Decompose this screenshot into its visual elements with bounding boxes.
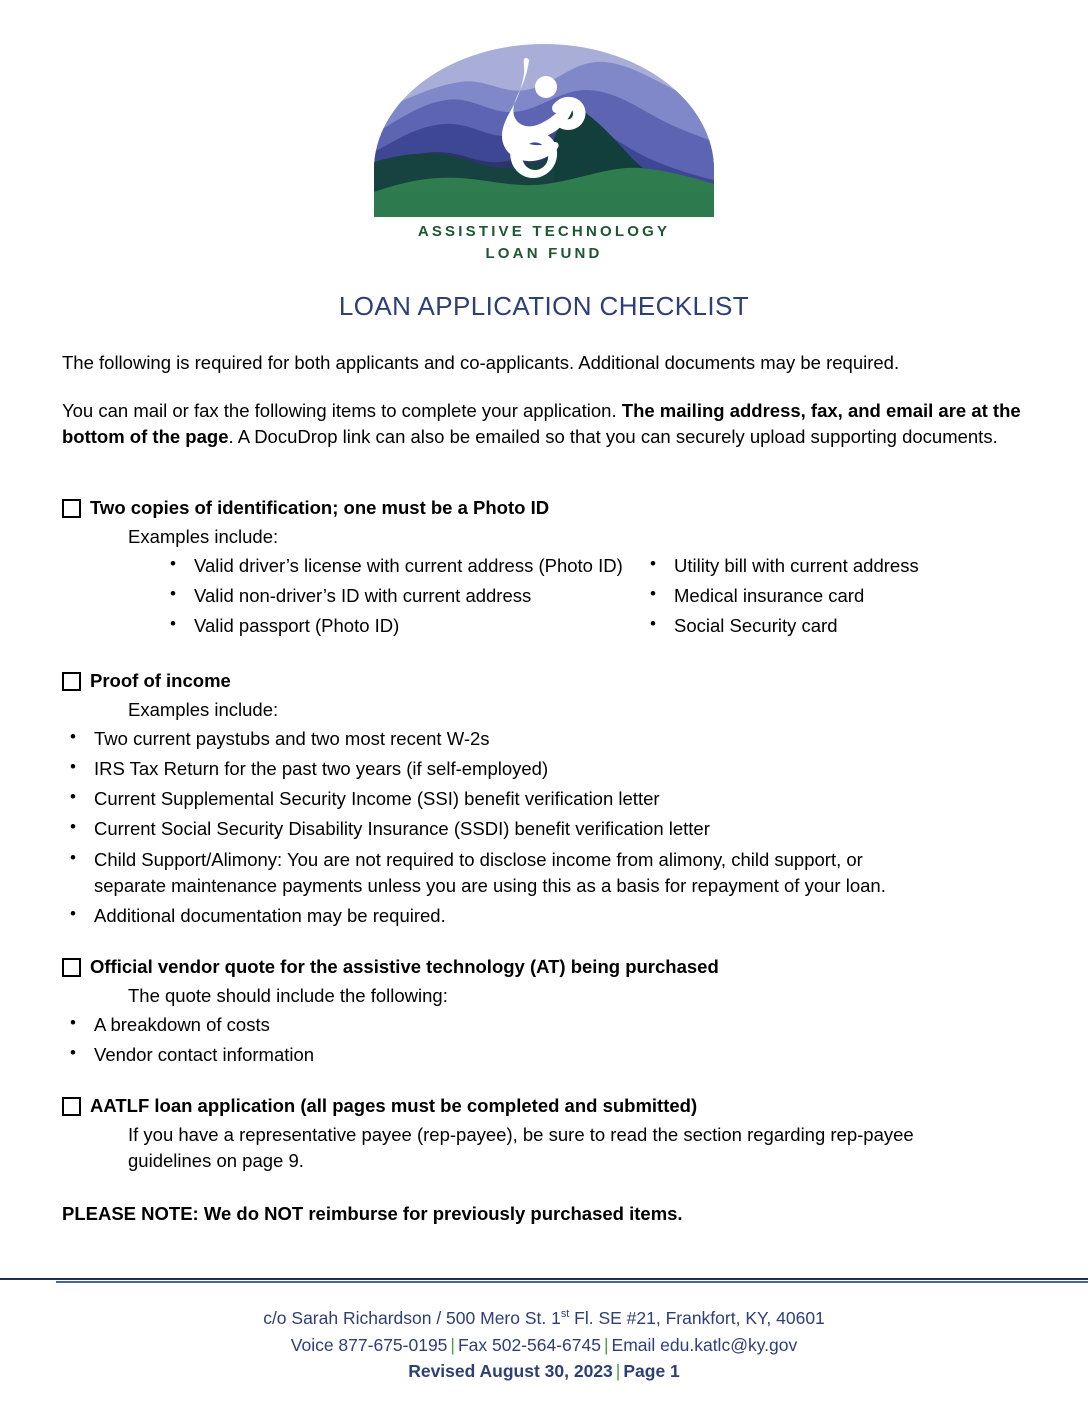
please-note-text: PLEASE NOTE: We do NOT reimburse for previously purchased items. — [62, 1202, 683, 1224]
organization-logo — [0, 0, 1088, 265]
checklist-section-loan-application — [62, 1094, 1026, 1175]
intro-p2-part2: . A DocuDrop link can also be emailed so that you can securely upload supporting documents. — [228, 426, 998, 448]
list-item: • Utility bill with current address — [642, 553, 1026, 579]
footer-revision-line — [0, 1358, 1088, 1384]
footer-address-line — [0, 1305, 1088, 1331]
footer-address-part2: Fl. SE #21, Frankfort, KY, 40601 — [569, 1308, 825, 1329]
footer-email[interactable]: Email edu.katlc@ky.gov — [611, 1334, 798, 1355]
bullet-list — [62, 1012, 1026, 1069]
intro-p2-part1: You can mail or fax the following items to complete your application. — [62, 399, 622, 421]
footer-address-ordinal: st — [560, 1308, 570, 1321]
checklist-section-proof-of-income — [62, 669, 1026, 929]
list-item: • Social Security card — [642, 613, 1026, 639]
checklist-section-identification — [62, 496, 1026, 643]
footer-voice: Voice 877-675-0195 — [290, 1334, 448, 1355]
checklist-item-title: AATLF loan application (all pages must be completed and submitted) — [90, 1095, 698, 1117]
footer-separator-icon: | — [450, 1334, 455, 1355]
list-item: • Current Social Security Disability Insurance (SSDI) benefit verification letter — [62, 816, 928, 842]
list-item: • Valid passport (Photo ID) — [162, 613, 642, 639]
page-title: LOAN APPLICATION CHECKLIST — [338, 290, 750, 321]
list-item: • A breakdown of costs — [62, 1012, 1026, 1038]
intro-paragraph-2 — [62, 398, 1026, 451]
checkbox-loan-application[interactable] — [62, 1097, 81, 1116]
checkbox-proof-of-income[interactable] — [62, 672, 81, 691]
footer-separator-icon: | — [603, 1334, 609, 1355]
logo-tagline-line1: ASSISTIVE TECHNOLOGY — [417, 223, 671, 240]
footer-page-number: Page 1 — [623, 1360, 680, 1381]
checklist-item-header[interactable] — [62, 496, 1026, 521]
list-item: • Additional documentation may be required. — [62, 903, 928, 929]
checklist-item-header[interactable] — [62, 1094, 1026, 1119]
page-footer — [0, 1278, 1088, 1384]
document-body — [0, 350, 1088, 1227]
checklist-sub-lead: Examples include: — [128, 526, 279, 548]
footer-separator-icon: | — [615, 1360, 621, 1381]
checklist-sub-lead: If you have a representative payee (rep-payee), be sure to read the section regarding rep-payee guidelines on page 9. — [128, 1124, 914, 1172]
list-item: • IRS Tax Return for the past two years (if self-employed) — [62, 756, 928, 782]
footer-divider-light — [56, 1281, 1088, 1283]
list-item: • Child Support/Alimony: You are not required to disclose income from alimony, child support, or separate maintenance payments unless you are using this as a basis for repayment of your loan. — [62, 847, 928, 900]
footer-contact-info — [0, 1283, 1088, 1384]
footer-divider — [0, 1278, 1088, 1283]
list-item: • Vendor contact information — [62, 1042, 1026, 1068]
list-item: • Valid driver’s license with current address (Photo ID) — [162, 553, 642, 579]
checklist-sub-lead: The quote should include the following: — [128, 985, 448, 1007]
checklist-section-vendor-quote — [62, 955, 1026, 1068]
intro-p2-emphasis: The mailing address, fax, and email are at the bottom of the page — [62, 399, 1021, 448]
list-item: • Medical insurance card — [642, 583, 1026, 609]
list-item: • Current Supplemental Security Income (SSI) benefit verification letter — [62, 786, 928, 812]
appalachian-logo-icon — [374, 42, 714, 217]
checkbox-vendor-quote[interactable] — [62, 958, 81, 977]
footer-address-part1: c/o Sarah Richardson / 500 Mero St. 1 — [263, 1308, 561, 1329]
footer-divider-dark — [0, 1278, 1088, 1280]
checklist-item-header[interactable] — [62, 955, 1026, 980]
intro-paragraph-1: The following is required for both applicants and co-applicants. Additional documents may be required. — [62, 351, 900, 373]
checklist-item-title: Two copies of identification; one must be a Photo ID — [90, 497, 550, 519]
examples-two-column — [162, 551, 1026, 644]
logo-tagline-line2: LOAN FUND — [485, 244, 603, 262]
list-item: • Two current paystubs and two most recent W-2s — [62, 726, 928, 752]
checklist-item-title: Official vendor quote for the assistive technology (AT) being purchased — [90, 956, 719, 978]
examples-column-right — [642, 551, 1026, 644]
checklist — [62, 496, 1026, 1174]
logo-tagline — [0, 221, 1088, 265]
checklist-item-title: Proof of income — [90, 670, 231, 692]
bullet-list — [62, 726, 928, 930]
bullet-list — [162, 553, 642, 640]
bullet-list — [642, 553, 1026, 640]
checklist-sub-lead: Examples include: — [128, 699, 279, 721]
examples-column-left — [162, 551, 642, 644]
checklist-item-header[interactable] — [62, 669, 1026, 694]
list-item: • Valid non-driver’s ID with current address — [162, 583, 642, 609]
footer-contact-line — [0, 1332, 1088, 1358]
checkbox-identification[interactable] — [62, 499, 81, 518]
footer-revised-date: Revised August 30, 2023 — [408, 1360, 613, 1381]
footer-fax: Fax 502-564-6745 — [457, 1334, 601, 1355]
